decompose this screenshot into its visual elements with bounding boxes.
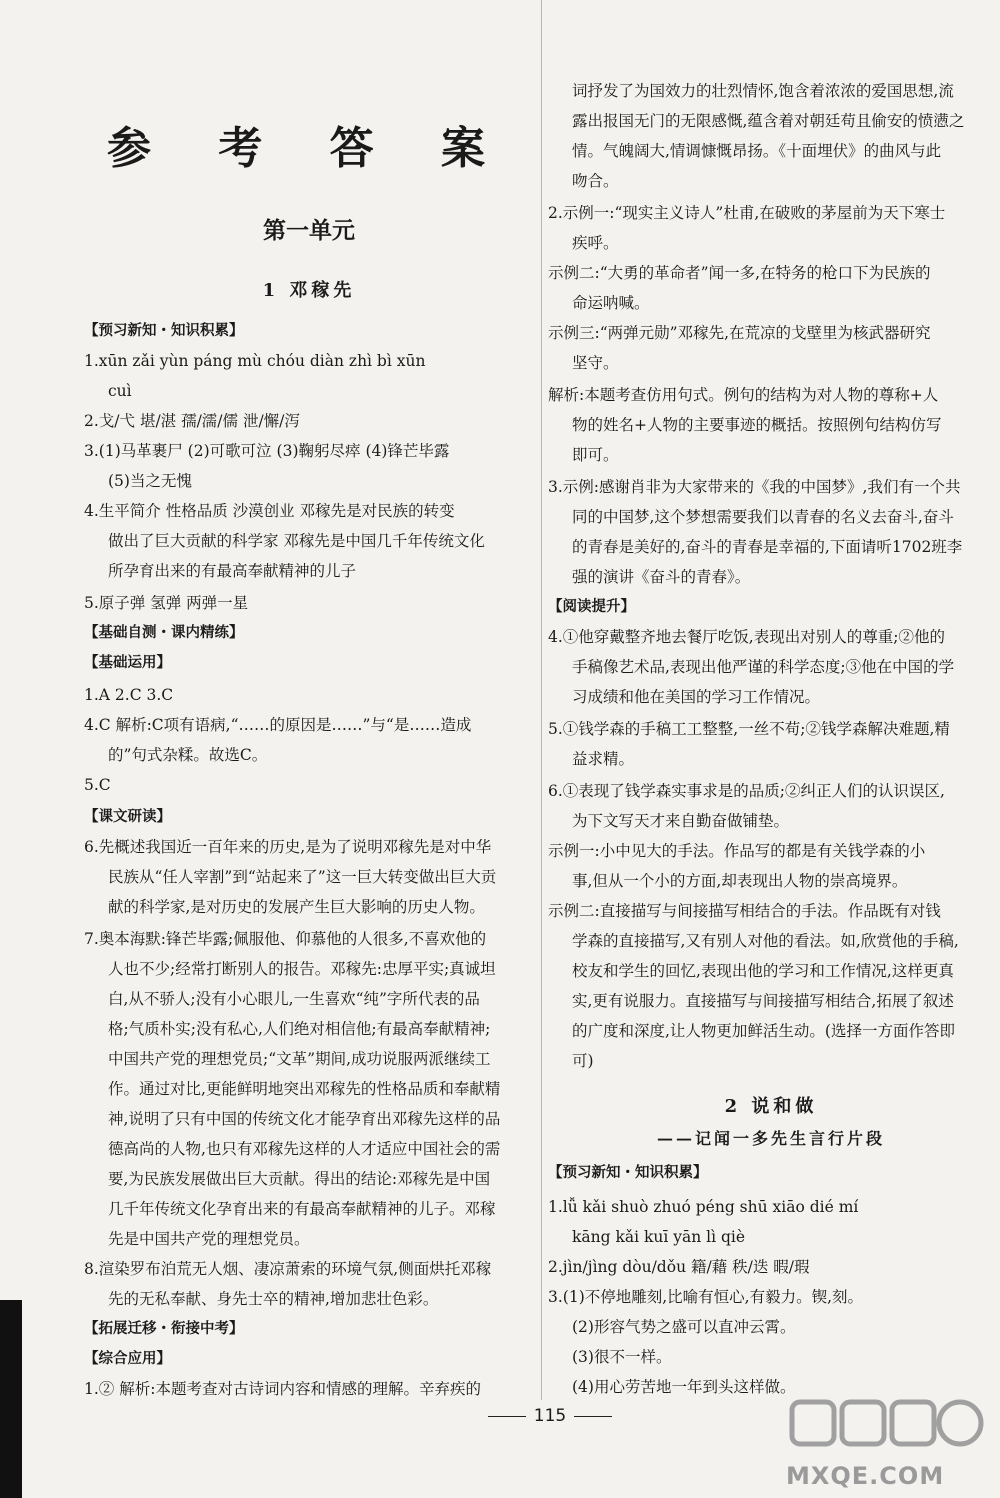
answer-line: 【基础运用】	[84, 655, 171, 671]
answer-line: 1.② 解析:本题考查对古诗词内容和情感的理解。辛弃疾的	[84, 1380, 481, 1398]
answer-line: 1.xūn zǎi yùn páng mù chóu diàn zhì bì xūn	[84, 352, 426, 370]
answer-line: 坚守。	[572, 354, 619, 372]
answer-line: 露出报国无门的无限感慨,蕴含着对朝廷苟且偷安的愤懑之	[572, 112, 965, 130]
answer-line: 5.原子弹 氢弹 两弹一星	[84, 594, 249, 612]
answer-line: 2.戈/弋 堪/湛 孺/濡/儒 泄/懈/泻	[84, 412, 300, 430]
answer-line: 命运呐喊。	[572, 294, 650, 312]
answer-line: 做出了巨大贡献的科学家 邓稼先是中国几千年传统文化	[108, 532, 485, 550]
answer-line: 事,但从一个小的方面,却表现出人物的崇高境界。	[572, 872, 908, 890]
answer-line: 的”句式杂糅。故选C。	[108, 746, 268, 764]
lesson-title-2: 2 说和做	[724, 1096, 818, 1117]
answer-line: cuì	[108, 382, 132, 400]
answer-line: 【基础自测・课内精练】	[84, 625, 244, 641]
answer-line: 校友和学生的回忆,表现出他的学习和工作情况,这样更真	[572, 962, 954, 980]
answer-line: 3.(1)马革裹尸 (2)可歌可泣 (3)鞠躬尽瘁 (4)锋芒毕露	[84, 442, 450, 460]
answer-line: (3)很不一样。	[572, 1348, 672, 1366]
answer-line: 为下文写天才来自勤奋做铺垫。	[572, 812, 790, 830]
answer-line: 同的中国梦,这个梦想需要我们以青春的名义去奋斗,奋斗	[572, 508, 954, 526]
answer-line: 的青春是美好的,奋斗的青春是幸福的,下面请听1702班李	[572, 538, 963, 556]
answer-line: 人也不少;经常打断别人的报告。邓稼先:忠厚平实;真诚坦	[108, 960, 496, 978]
answer-line: 可)	[572, 1052, 594, 1070]
answer-line: 实,更有说服力。直接描写与间接描写相结合,拓展了叙述	[572, 992, 954, 1010]
answer-line: 2.jìn/jìng dòu/dǒu 籍/藉 秩/迭 暇/瑕	[548, 1258, 810, 1276]
answer-line: 神,说明了只有中国的传统文化才能孕育出邓稼先这样的品	[108, 1110, 501, 1128]
answer-line: 先是中国共产党的理想党员。	[108, 1230, 310, 1248]
answer-line: 6.①表现了钱学森实事求是的品质;②纠正人们的认识误区,	[548, 782, 945, 800]
unit-title: 第一单元	[263, 218, 355, 244]
answer-line: 中国共产党的理想党员;“文革”期间,成功说服两派继续工	[108, 1050, 491, 1068]
answer-line: kāng kǎi kuī yān lì qiè	[572, 1228, 746, 1246]
answer-line: 要,为民族发展做出巨大贡献。得出的结论:邓稼先是中国	[108, 1170, 491, 1188]
answer-line: 情。气魄阔大,情调慷慨昂扬。《十面埋伏》的曲风与此	[572, 142, 942, 160]
scan-edge-shadow	[0, 1300, 22, 1498]
answer-line: (4)用心劳苦地一年到头这样做。	[572, 1378, 796, 1396]
answer-line: 手稿像艺术品,表现出他严谨的科学态度;③他在中国的学	[572, 658, 955, 676]
answer-line: 示例二:“大勇的革命者”闻一多,在特务的枪口下为民族的	[548, 264, 931, 282]
lesson-subtitle-2: ——记闻一多先生言行片段	[656, 1129, 885, 1148]
lesson-title-1: 1 邓稼先	[262, 280, 356, 301]
answer-line: 解析:本题考查仿用句式。例句的结构为对人物的尊称+人	[548, 386, 939, 404]
answer-line: 德高尚的人物,也只有邓稼先这样的人才适应中国社会的需	[108, 1140, 501, 1158]
answer-line: 4.生平简介 性格品质 沙漠创业 邓稼先是对民族的转变	[84, 502, 455, 520]
answer-line: 示例二:直接描写与间接描写相结合的手法。作品既有对钱	[548, 902, 941, 920]
answer-line: 白,从不骄人;没有小心眼儿,一生喜欢“纯”字所代表的品	[108, 990, 480, 1008]
answer-line: 5.①钱学森的手稿工工整整,一丝不苟;②钱学森解决难题,精	[548, 720, 950, 738]
answer-line: 示例一:小中见大的手法。作品写的都是有关钱学森的小	[548, 842, 926, 860]
answer-line: 2.示例一:“现实主义诗人”杜甫,在破败的茅屋前为天下寒士	[548, 204, 946, 222]
answer-line: 【课文研读】	[84, 809, 171, 825]
answer-line: 益求精。	[572, 750, 635, 768]
answer-line: 1.lǚ kǎi shuò zhuó péng shū xiāo dié mí	[548, 1198, 859, 1216]
answer-line: 习成绩和他在美国的学习工作情况。	[572, 688, 821, 706]
watermark	[786, 1394, 986, 1490]
answer-line: 【拓展迁移・衔接中考】	[84, 1321, 244, 1337]
answer-line: 【综合应用】	[84, 1351, 171, 1367]
answer-line: 【阅读提升】	[548, 599, 635, 615]
answer-line: (2)形容气势之盛可以直冲云霄。	[572, 1318, 796, 1336]
answer-line: 作。通过对比,更能鲜明地突出邓稼先的性格品质和奉献精	[108, 1080, 501, 1098]
answer-line: 先的无私奉献、身先士卒的精神,增加悲壮色彩。	[108, 1290, 439, 1308]
answer-line: 4.①他穿戴整齐地去餐厅吃饭,表现出对别人的尊重;②他的	[548, 628, 945, 646]
watermark-text: MXQE.COM	[786, 1462, 945, 1490]
answer-line: 5.C	[84, 776, 111, 794]
watermark-logo-icon	[786, 1394, 986, 1454]
answer-line: 【预习新知・知识积累】	[548, 1165, 708, 1181]
answer-line: 格;气质朴实;没有私心,人们绝对相信他;有最高奉献精神;	[108, 1020, 491, 1038]
answer-line: 即可。	[572, 446, 619, 464]
answer-line: 示例三:“两弹元勋”邓稼先,在荒凉的戈壁里为核武器研究	[548, 324, 931, 342]
answer-line: 吻合。	[572, 172, 619, 190]
page-number: 115	[470, 1406, 630, 1426]
answer-line: 强的演讲《奋斗的青春》。	[572, 568, 751, 586]
answer-line: 7.奥本海默:锋芒毕露;佩服他、仰慕他的人很多,不喜欢他的	[84, 930, 487, 948]
answer-line: (5)当之无愧	[108, 472, 192, 490]
answer-line: 【预习新知・知识积累】	[84, 323, 244, 339]
answer-line: 民族从“任人宰割”到“站起来了”这一巨大转变做出巨大贡	[108, 868, 497, 886]
page-title: 参 考 答 案	[107, 123, 511, 174]
answer-line: 词抒发了为国效力的壮烈情怀,饱含着浓浓的爱国思想,流	[572, 82, 954, 100]
answer-line: 学森的直接描写,又有别人对他的看法。如,欣赏他的手稿,	[572, 932, 959, 950]
answer-line: 1.A 2.C 3.C	[84, 686, 174, 704]
answer-line: 献的科学家,是对历史的发展产生巨大影响的历史人物。	[108, 898, 485, 916]
answer-line: 的广度和深度,让人物更加鲜活生动。(选择一方面作答即	[572, 1022, 955, 1040]
answer-line: 物的姓名+人物的主要事迹的概括。按照例句结构仿写	[572, 416, 942, 434]
answer-line: 3.(1)不停地雕刻,比喻有恒心,有毅力。锲,刻。	[548, 1288, 864, 1306]
answer-line: 几千年传统文化孕育出来的有最高奉献精神的儿子。邓稼	[108, 1200, 496, 1218]
answer-line: 8.渲染罗布泊荒无人烟、凄凉萧索的环境气氛,侧面烘托邓稼	[84, 1260, 492, 1278]
column-divider	[541, 0, 542, 1400]
answer-line: 4.C 解析:C项有语病,“……的原因是……”与“是……造成	[84, 716, 472, 734]
answer-line: 6.先概述我国近一百年来的历史,是为了说明邓稼先是对中华	[84, 838, 492, 856]
answer-line: 所孕育出来的有最高奉献精神的儿子	[108, 562, 357, 580]
answer-line: 疾呼。	[572, 234, 619, 252]
answer-line: 3.示例:感谢肖非为大家带来的《我的中国梦》,我们有一个共	[548, 478, 961, 496]
